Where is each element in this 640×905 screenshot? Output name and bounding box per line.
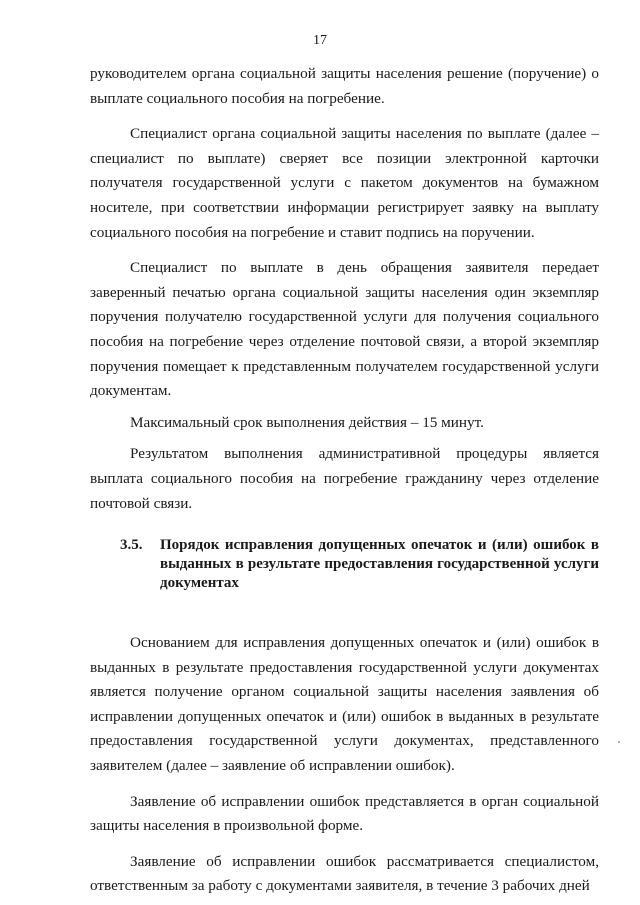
paragraph-correction-form: Заявление об исправлении ошибок представляется в орган социальной защиты населения в произвольной форме. — [90, 792, 599, 835]
paragraph-max-time: Максимальный срок выполнения действия – 15 минут. — [130, 413, 484, 431]
paragraph-correction-review: Заявление об исправлении ошибок рассматривается специалистом, ответственным за работу с документами заявителя, в течение 3 рабочих дней — [90, 852, 599, 895]
section-title: Порядок исправления допущенных опечаток и (или) ошибок в выданных в результате предоставления государственной услуги документах — [160, 537, 599, 592]
paragraph-correction-basis: Основанием для исправления допущенных опечаток и (или) ошибок в выданных в результате предоставления государственной услуги документах является получение органом социальной защиты населения заявления об исправлении допущенных опечаток и (или) ошибок в выданных в результате предоставления государственной услуги документах, представленного заявителем (далее – заявление об исправлении ошибок). — [90, 634, 599, 775]
paragraph-continuation: руководителем органа социальной защиты населения решение (поручение) о выплате социального пособия на погребение. — [90, 65, 599, 107]
paragraph-procedure-result: Результатом выполнения административной процедуры является выплата социального пособия на погребение гражданину через отделение почтовой связи. — [90, 445, 599, 512]
document-body — [90, 62, 599, 899]
paragraph-payment-specialist: Специалист органа социальной защиты населения по выплате (далее – специалист по выплате) сверяет все позиции электронной карточки получателя государственной услуги с пакетом документов на бумажном носителе, при соответствии информации регистрирует заявку на выплату социального пособия на погребение и ставит подпись на поручении. — [90, 125, 599, 241]
scan-speck — [618, 741, 620, 743]
section-heading — [90, 536, 599, 593]
page-number: 17 — [313, 33, 327, 48]
section-number: 3.5. — [120, 537, 143, 554]
paragraph-order-transfer: Специалист по выплате в день обращения заявителя передает заверенный печатью органа социальной защиты населения один экземпляр поручения получателю государственной услуги для получения социального пособия на погребение через отделение почтовой связи, а второй экземпляр поручения помещает к представленным получателем государственной услуги документам. — [90, 259, 599, 400]
